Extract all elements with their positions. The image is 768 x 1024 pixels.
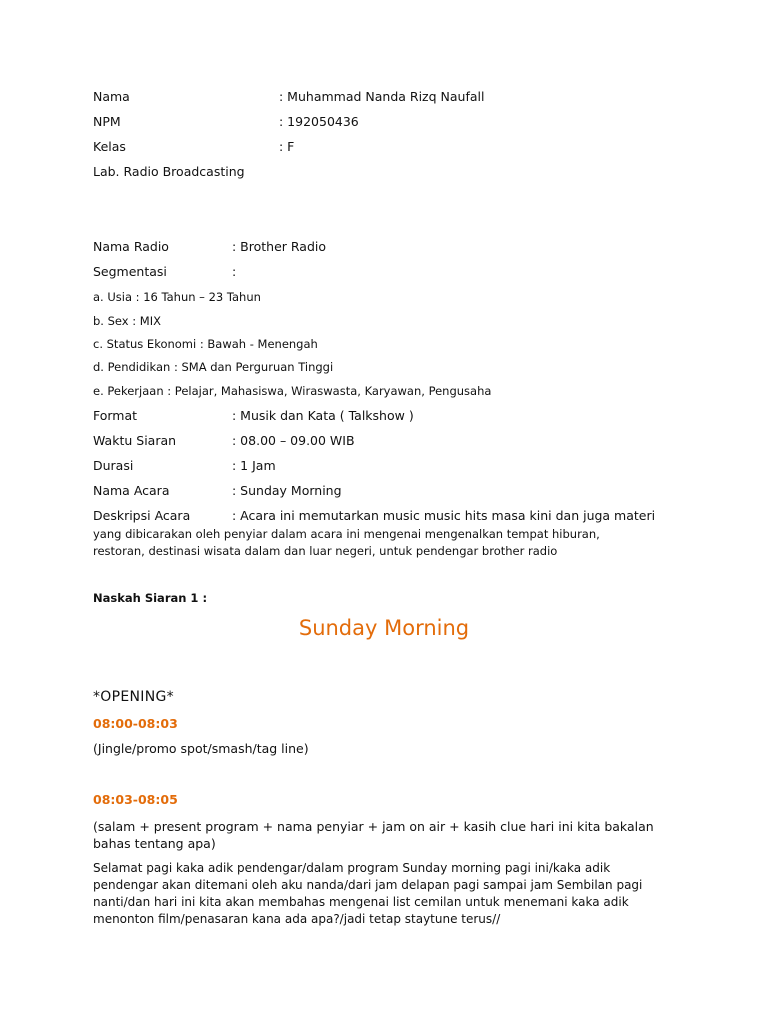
segment-occupation: e. Pekerjaan : Pelajar, Mahasiswa, Wiraswasta, Karyawan, Pengusaha <box>93 384 492 398</box>
npm-value: : 192050436 <box>279 114 359 129</box>
segment-age: a. Usia : 16 Tahun – 23 Tahun <box>93 290 261 304</box>
script-item-3: Selamat pagi kaka adik pendengar/dalam program Sunday morning pagi ini/kaka adik pendengar akan ditemani oleh aku nanda/dari jam delapan pagi sampai jam Sembilan pagi nanti/dan hari ini kita akan membahas mengenai list cemilan untuk menemani kaka adik menonton film/penasaran kana ada apa?/jadi tetap staytune terus// <box>93 861 643 926</box>
time-slot-2: 08:03-08:05 <box>93 792 178 807</box>
naskah-label: Naskah Siaran 1 : <box>93 591 208 605</box>
deskripsi-line-3: restoran, destinasi wisata dalam dan luar negeri, untuk pendengar brother radio <box>93 544 558 558</box>
npm-label: NPM <box>93 114 121 129</box>
lab-name: Lab. Radio Broadcasting <box>93 164 245 179</box>
waktu-label: Waktu Siaran <box>93 433 177 448</box>
acara-label: Nama Acara <box>93 483 170 498</box>
nama-radio-label: Nama Radio <box>93 239 169 254</box>
script-item-2: (salam + present program + nama penyiar + jam on air + kasih clue hari ini kita bakalan bahas tentang apa) <box>93 819 654 851</box>
deskripsi-value: : Acara ini memutarkan music music hits masa kini dan juga materi <box>232 508 656 523</box>
opening-heading: *OPENING* <box>93 689 174 705</box>
segmentasi-label: Segmentasi <box>93 264 167 279</box>
deskripsi-label: Deskripsi Acara <box>93 508 191 523</box>
document-title: Sunday Morning <box>298 616 470 640</box>
durasi-label: Durasi <box>93 458 134 473</box>
script-item-1: (Jingle/promo spot/smash/tag line) <box>93 741 309 756</box>
nama-radio-value: : Brother Radio <box>232 239 327 254</box>
acara-value: : Sunday Morning <box>232 483 342 498</box>
segment-education: d. Pendidikan : SMA dan Perguruan Tinggi <box>93 360 334 374</box>
deskripsi-line-2: yang dibicarakan oleh penyiar dalam acara ini mengenai mengenalkan tempat hiburan, <box>93 527 600 541</box>
nama-value: : Muhammad Nanda Rizq Naufall <box>279 89 485 104</box>
kelas-value: : F <box>279 139 295 154</box>
segment-economy: c. Status Ekonomi : Bawah - Menengah <box>93 337 318 351</box>
segment-sex: b. Sex : MIX <box>93 314 161 328</box>
kelas-label: Kelas <box>93 139 126 154</box>
format-value: : Musik dan Kata ( Talkshow ) <box>232 408 414 423</box>
time-slot-1: 08:00-08:03 <box>93 716 178 731</box>
nama-label: Nama <box>93 89 130 104</box>
durasi-value: : 1 Jam <box>232 458 276 473</box>
format-label: Format <box>93 408 138 423</box>
waktu-value: : 08.00 – 09.00 WIB <box>232 433 355 448</box>
segmentasi-value: : <box>232 264 237 279</box>
